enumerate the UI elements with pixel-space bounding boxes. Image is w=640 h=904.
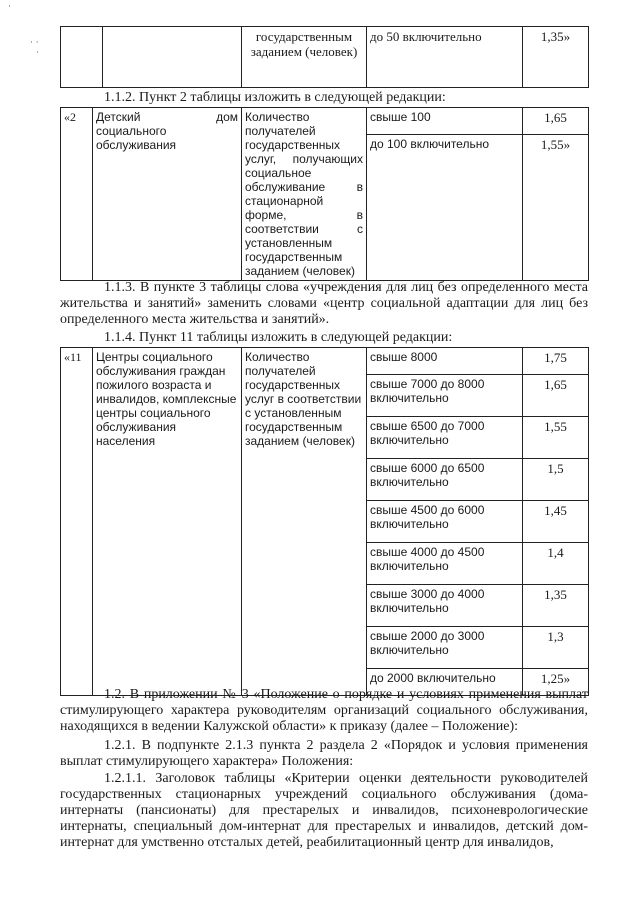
paragraph-1-2-1-1: 1.2.1.1. Заголовок таблицы «Критерии оценки деятельности руководителей государственных стационарных учреждений социального обслуживания (дома- интернаты (пансионаты) для престарелых и инвалидов, психоневрологические интернаты, специальный дом-интернат для престарелых и инвалидов, детский дом- интернат для умственно отсталых детей, реабилитационный центр для инвалидов, bbox=[60, 771, 588, 850]
scan-mark: · bbox=[8, 2, 11, 12]
cell-coefficient: 1,55» bbox=[523, 134, 589, 281]
scan-mark: · · bbox=[30, 38, 39, 48]
cell-coefficient: 1,4 bbox=[523, 543, 589, 585]
paragraph-1-1-2: 1.1.2. Пункт 2 таблицы изложить в следующей редакции: bbox=[104, 90, 446, 105]
paragraph-1-2: 1.2. В приложении № 3 «Положение о порядке и условиях применения выплат стимулирующего характера руководителям организаций социального обслуживания, находящихся в ведении Калужской области» к приказу (далее – Положение): bbox=[60, 687, 588, 734]
table-continuation bbox=[60, 26, 589, 88]
cell-range: свыше 7000 до 8000 включительно bbox=[367, 375, 523, 417]
cell-coefficient: 1,45 bbox=[523, 501, 589, 543]
cell-coefficient: 1,65 bbox=[523, 108, 589, 135]
paragraph-1-1-3: 1.1.3. В пункте 3 таблицы слова «учреждения для лиц без определенного места жительства и занятий» заменить словами «центр социальной адаптации для лиц без определенного места жительства и занятий». bbox=[60, 280, 588, 327]
cell-range: свыше 4500 до 6000 включительно bbox=[367, 501, 523, 543]
cell-range: свыше 2000 до 3000 включительно bbox=[367, 627, 523, 669]
table-item-2 bbox=[60, 107, 589, 281]
table-item-11 bbox=[60, 347, 589, 696]
cell-coefficient: 1,35 bbox=[523, 585, 589, 627]
cell-range: до 2000 включительно bbox=[367, 669, 523, 696]
cell-coefficient: 1,75 bbox=[523, 348, 589, 375]
cell-num bbox=[61, 27, 103, 88]
cell-coefficient: 1,3 bbox=[523, 627, 589, 669]
cell-indicator: Количество получателей государственных услуг в соответствии с установленным государственным заданием (человек) bbox=[242, 348, 367, 696]
cell-name: Детский дом социального обслуживания bbox=[93, 108, 242, 281]
cell-name bbox=[103, 27, 242, 88]
cell-range: свыше 6500 до 7000 включительно bbox=[367, 417, 523, 459]
cell-coefficient: 1,5 bbox=[523, 459, 589, 501]
cell-coefficient: 1,25» bbox=[523, 669, 589, 696]
cell-name: Центры социального обслуживания граждан пожилого возраста и инвалидов, комплексные центры социального обслуживания населения bbox=[93, 348, 242, 696]
cell-range: свыше 3000 до 4000 включительно bbox=[367, 585, 523, 627]
cell-indicator: Количество получателей государственных услуг, получающих социальное обслуживание в стационарной форме, в соответствии с установленным государственным заданием (человек) bbox=[242, 108, 367, 281]
cell-range: до 100 включительно bbox=[367, 134, 523, 281]
paragraph-1-1-4: 1.1.4. Пункт 11 таблицы изложить в следующей редакции: bbox=[104, 330, 453, 345]
cell-range: свыше 100 bbox=[367, 108, 523, 135]
cell-coefficient: 1,65 bbox=[523, 375, 589, 417]
cell-num: «11 bbox=[61, 348, 93, 696]
cell-range: свыше 4000 до 4500 включительно bbox=[367, 543, 523, 585]
cell-indicator: государственным заданием (человек) bbox=[242, 27, 367, 88]
cell-range: свыше 6000 до 6500 включительно bbox=[367, 459, 523, 501]
cell-range: до 50 включительно bbox=[367, 27, 523, 88]
scan-mark: · bbox=[36, 48, 39, 58]
cell-num: «2 bbox=[61, 108, 93, 281]
cell-coefficient: 1,35» bbox=[523, 27, 589, 88]
cell-range: свыше 8000 bbox=[367, 348, 523, 375]
paragraph-1-2-1: 1.2.1. В подпункте 2.1.3 пункта 2 раздела 2 «Порядок и условия применения выплат стимулирующего характера» Положения: bbox=[60, 738, 588, 769]
cell-coefficient: 1,55 bbox=[523, 417, 589, 459]
